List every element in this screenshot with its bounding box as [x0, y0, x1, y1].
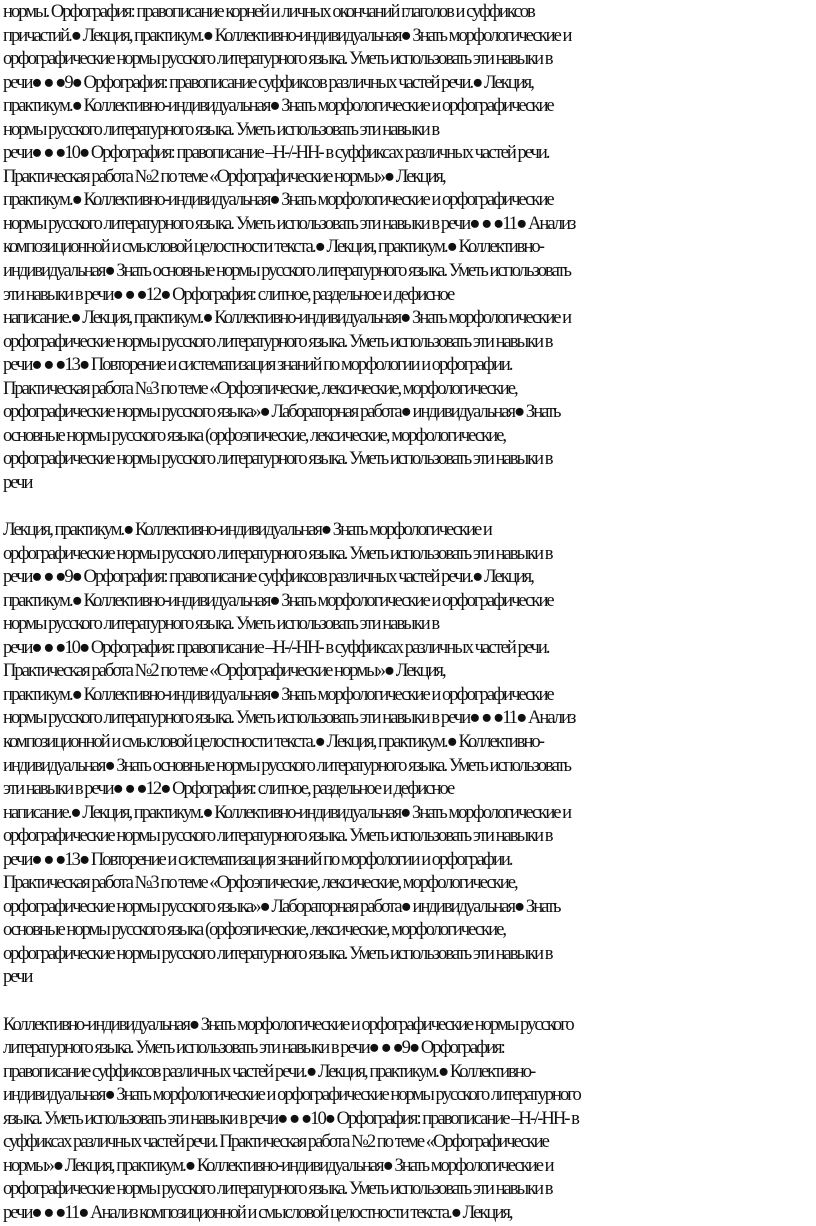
text-line: речи● ● ●13● Повторение и систематизация знаний по морфологии и орфографии.: [3, 848, 512, 870]
text-line: практикум.● Коллективно-индивидуальная● Знать морфологические и орфографические: [3, 589, 553, 611]
paragraph-gap: [3, 494, 815, 518]
text-line: композиционной и смысловой целостности текста.● Лекция, практикум.● Коллективно-: [3, 236, 543, 258]
text-line: Лекция, практикум.● Коллективно-индивидуальная● Знать морфологические и: [3, 519, 491, 541]
text-line: нормы. Орфография: правописание корней и личных окончаний глаголов и суффиксов: [3, 1, 534, 22]
document-page: [3, 0, 815, 1224]
text-line: орфографические нормы русского литературного языка. Уметь использовать эти навыки в: [3, 1178, 552, 1200]
text-line: орфографические нормы русского литературного языка. Уметь использовать эти навыки в: [3, 48, 552, 70]
text-line: причастий.● Лекция, практикум.● Коллективно-индивидуальная● Знать морфологические и: [3, 24, 571, 46]
text-line: орфографические нормы русского языка»● Лабораторная работа● индивидуальная● Знать: [3, 895, 560, 917]
text-line: практикум.● Коллективно-индивидуальная● Знать морфологические и орфографические: [3, 189, 553, 211]
text-line: нормы русского литературного языка. Уметь использовать эти навыки в речи● ● ●11● Анализ: [3, 212, 575, 234]
text-line: суффиксах различных частей речи. Практическая работа №2 по теме «Орфографические: [3, 1131, 548, 1153]
text-line: языка. Уметь использовать эти навыки в речи● ● ●10● Орфография: правописание –Н-/-НН- в: [3, 1107, 578, 1129]
text-line: орфографические нормы русского литературного языка. Уметь использовать эти навыки в: [3, 330, 552, 352]
text-line: эти навыки в речи● ● ●12● Орфография: слитное, раздельное и дефисное: [3, 778, 454, 800]
text-line: Практическая работа №2 по теме «Орфографические нормы»● Лекция,: [3, 165, 445, 187]
text-line: практикум.● Коллективно-индивидуальная● Знать морфологические и орфографические: [3, 683, 553, 705]
text-line: речи● ● ●9● Орфография: правописание суффиксов различных частей речи.● Лекция,: [3, 566, 533, 588]
text-line: композиционной и смысловой целостности текста.● Лекция, практикум.● Коллективно-: [3, 730, 543, 752]
text-line: правописание суффиксов различных частей речи.● Лекция, практикум.● Коллективно-: [3, 1060, 535, 1082]
text-line: речи● ● ●10● Орфография: правописание –Н-/-НН- в суффиксах различных частей речи.: [3, 142, 549, 164]
text-line: нормы»● Лекция, практикум.● Коллективно-индивидуальная● Знать морфологические и: [3, 1154, 553, 1176]
text-block-3: [3, 1013, 815, 1225]
text-line: речи● ● ●10● Орфография: правописание –Н-/-НН- в суффиксах различных частей речи.: [3, 636, 549, 658]
text-line: речи: [3, 471, 32, 493]
text-line: индивидуальная● Знать морфологические и орфографические нормы русского литературного: [3, 1084, 580, 1106]
text-line: речи● ● ●9● Орфография: правописание суффиксов различных частей речи.● Лекция,: [3, 71, 533, 93]
text-line: орфографические нормы русского языка»● Лабораторная работа● индивидуальная● Знать: [3, 401, 560, 423]
text-line: орфографические нормы русского литературного языка. Уметь использовать эти навыки в: [3, 448, 552, 470]
text-block-2: [3, 518, 815, 989]
text-line: эти навыки в речи● ● ●12● Орфография: слитное, раздельное и дефисное: [3, 283, 454, 305]
text-line: речи: [3, 966, 32, 988]
text-line: Практическая работа №2 по теме «Орфографические нормы»● Лекция,: [3, 660, 445, 682]
text-line: Практическая работа №3 по теме «Орфоэпические, лексические, морфологические,: [3, 377, 517, 399]
text-line: орфографические нормы русского литературного языка. Уметь использовать эти навыки в: [3, 825, 552, 847]
text-line: написание.● Лекция, практикум.● Коллективно-индивидуальная● Знать морфологические и: [3, 801, 571, 823]
text-line: нормы русского литературного языка. Уметь использовать эти навыки в речи● ● ●11● Анализ: [3, 707, 575, 729]
text-line: орфографические нормы русского литературного языка. Уметь использовать эти навыки в: [3, 542, 552, 564]
text-line: Коллективно-индивидуальная● Знать морфологические и орфографические нормы русского: [3, 1013, 573, 1035]
text-line: Практическая работа №3 по теме «Орфоэпические, лексические, морфологические,: [3, 872, 517, 894]
paragraph-gap: [3, 989, 815, 1013]
text-line: написание.● Лекция, практикум.● Коллективно-индивидуальная● Знать морфологические и: [3, 307, 571, 329]
text-line: литературного языка. Уметь использовать эти навыки в речи● ● ●9● Орфография:: [3, 1037, 504, 1059]
text-line: речи● ● ●11● Анализ композиционной и смысловой целостности текста.● Лекция,: [3, 1201, 512, 1223]
text-line: орфографические нормы русского литературного языка. Уметь использовать эти навыки в: [3, 942, 552, 964]
text-line: индивидуальная● Знать основные нормы русского литературного языка. Уметь использовать: [3, 260, 570, 282]
text-line: основные нормы русского языка (орфоэпические, лексические, морфологические,: [3, 424, 506, 446]
text-line: основные нормы русского языка (орфоэпические, лексические, морфологические,: [3, 919, 506, 941]
text-block-1: [3, 0, 815, 494]
text-line: речи● ● ●13● Повторение и систематизация знаний по морфологии и орфографии.: [3, 354, 512, 376]
text-line: практикум.● Коллективно-индивидуальная● Знать морфологические и орфографические: [3, 95, 553, 117]
text-line: нормы русского литературного языка. Уметь использовать эти навыки в: [3, 613, 439, 635]
text-line: индивидуальная● Знать основные нормы русского литературного языка. Уметь использовать: [3, 754, 570, 776]
text-line: нормы русского литературного языка. Уметь использовать эти навыки в: [3, 118, 439, 140]
